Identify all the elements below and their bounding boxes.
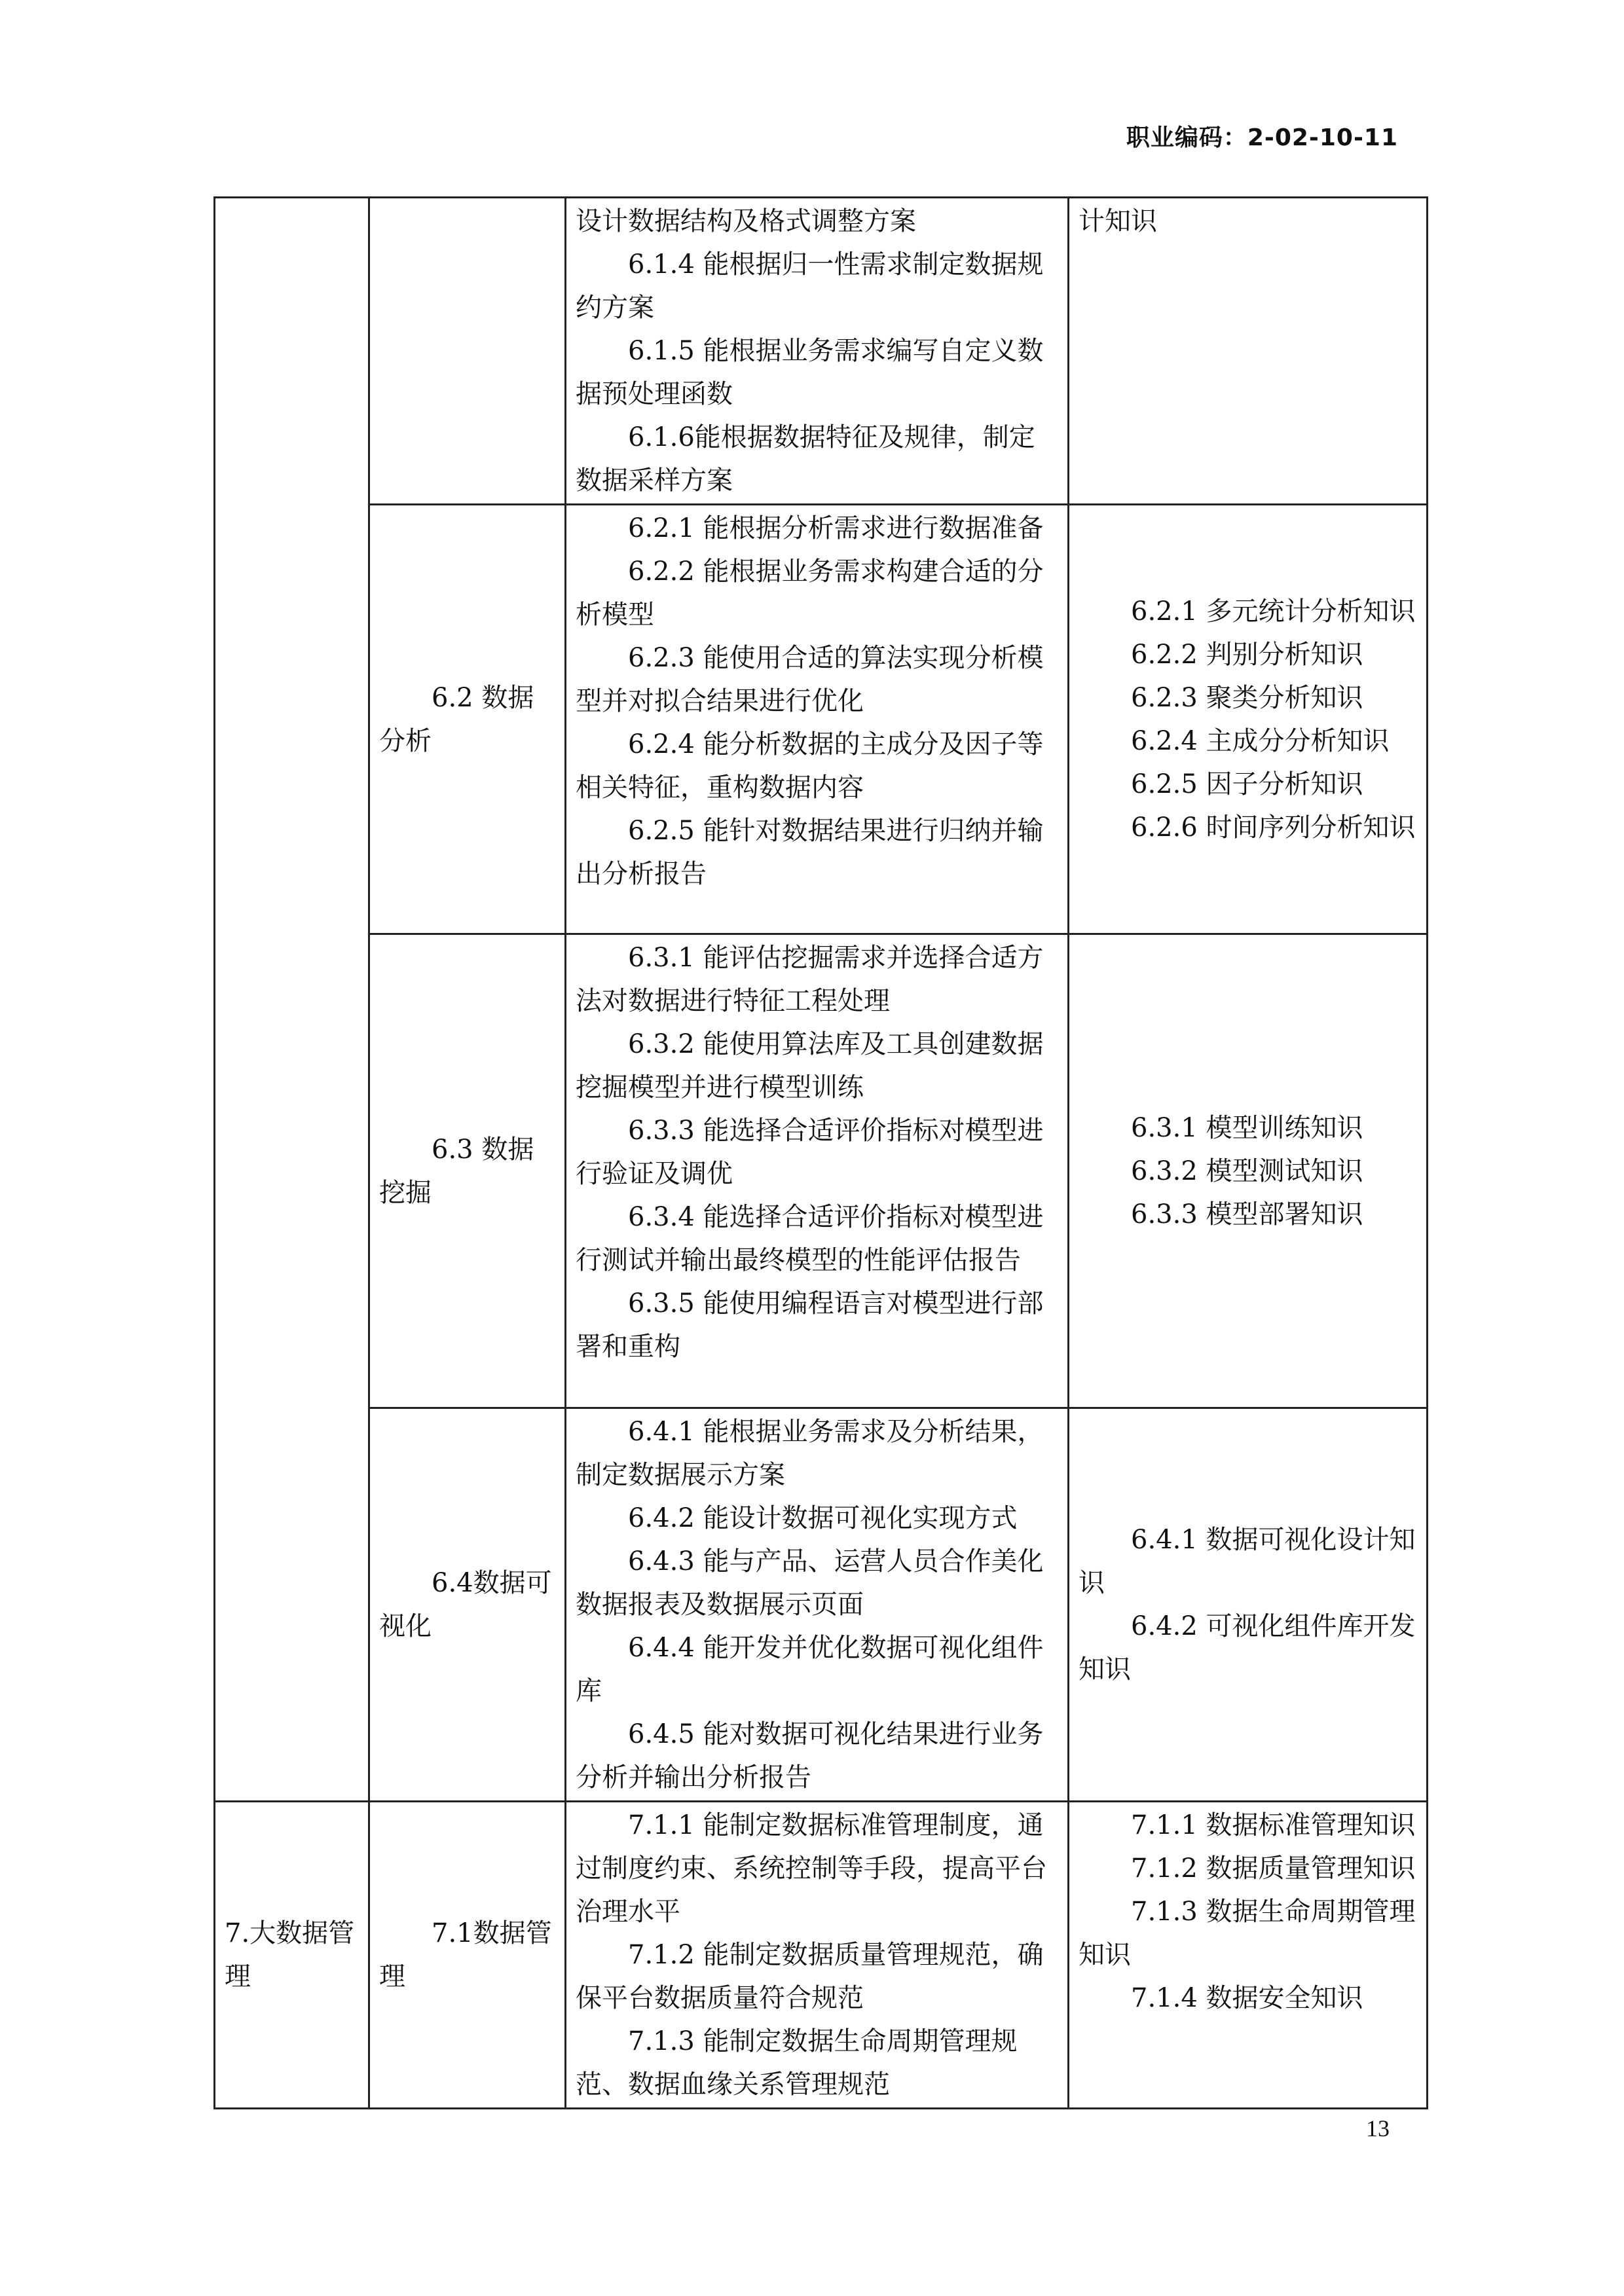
skills-cell xyxy=(566,198,1069,505)
skill-item: 6.2.4 能分析数据的主成分及因子等相关特征，重构数据内容 xyxy=(576,729,1044,803)
knowledge-cell xyxy=(1069,1408,1428,1802)
occupation-code: 职业编码：2-02-10-11 xyxy=(1126,124,1398,151)
skills-cell xyxy=(566,934,1069,1408)
page-number: 13 xyxy=(1366,2115,1390,2141)
skill-requirements-table xyxy=(213,196,1428,2109)
skill-item: 7.1.1 能制定数据标准管理制度，通过制度约束、系统控制等手段，提高平台治理水平 xyxy=(576,1810,1047,1927)
skill-item: 6.2.2 能根据业务需求构建合适的分析模型 xyxy=(576,556,1044,630)
knowledge-item: 6.2.1 多元统计分析知识 xyxy=(1131,596,1416,627)
skill-item: 6.3.1 能评估挖掘需求并选择合适方法对数据进行特征工程处理 xyxy=(576,943,1044,1016)
knowledge-item: 7.1.2 数据质量管理知识 xyxy=(1131,1853,1416,1884)
knowledge-item: 6.3.2 模型测试知识 xyxy=(1131,1156,1363,1186)
table-row xyxy=(215,505,1428,934)
skill-item: 6.3.5 能使用编程语言对模型进行部署和重构 xyxy=(576,1288,1044,1362)
knowledge-item: 6.4.1 数据可视化设计知识 xyxy=(1079,1525,1416,1598)
knowledge-cell xyxy=(1069,934,1428,1408)
skill-item: 6.3.3 能选择合适评价指标对模型进行验证及调优 xyxy=(576,1116,1044,1189)
skill-item: 6.4.2 能设计数据可视化实现方式 xyxy=(628,1503,1018,1533)
unit-cell xyxy=(369,934,566,1408)
unit-label: 7.1数据管理 xyxy=(379,1918,552,1992)
knowledge-item: 6.3.3 模型部署知识 xyxy=(1131,1199,1363,1230)
skill-item: 6.4.5 能对数据可视化结果进行业务分析并输出分析报告 xyxy=(576,1719,1044,1793)
skill-item: 6.3.2 能使用算法库及工具创建数据挖掘模型并进行模型训练 xyxy=(576,1029,1044,1102)
knowledge-item: 6.2.2 判别分析知识 xyxy=(1131,639,1363,670)
knowledge-cell xyxy=(1069,1802,1428,2109)
function-label: 7.大数据管理 xyxy=(225,1918,355,1992)
knowledge-cell xyxy=(1069,198,1428,505)
knowledge-item: 6.2.6 时间序列分析知识 xyxy=(1131,812,1416,843)
table-row xyxy=(215,1408,1428,1802)
knowledge-item: 6.2.4 主成分分析知识 xyxy=(1131,725,1390,756)
skill-item: 6.2.5 能针对数据结果进行归纳并输出分析报告 xyxy=(576,816,1044,889)
knowledge-item: 6.4.2 可视化组件库开发知识 xyxy=(1079,1611,1416,1685)
skill-item: 6.4.1 能根据业务需求及分析结果，制定数据展示方案 xyxy=(576,1417,1044,1490)
skill-item: 6.1.6能根据数据特征及规律，制定数据采样方案 xyxy=(576,422,1035,496)
knowledge-item: 7.1.1 数据标准管理知识 xyxy=(1131,1810,1416,1840)
skill-item: 设计数据结构及格式调整方案 xyxy=(576,206,916,236)
knowledge-item: 7.1.3 数据生命周期管理知识 xyxy=(1079,1897,1416,1970)
knowledge-item: 6.3.1 模型训练知识 xyxy=(1131,1112,1363,1143)
knowledge-cell xyxy=(1069,505,1428,934)
unit-cell xyxy=(369,198,566,505)
skill-item: 6.4.4 能开发并优化数据可视化组件库 xyxy=(576,1633,1044,1706)
skill-item: 6.3.4 能选择合适评价指标对模型进行测试并输出最终模型的性能评估报告 xyxy=(576,1202,1044,1275)
unit-cell xyxy=(369,1802,566,2109)
skills-cell xyxy=(566,1408,1069,1802)
skill-item: 7.1.3 能制定数据生命周期管理规范、数据血缘关系管理规范 xyxy=(576,2026,1018,2100)
skill-item: 6.1.4 能根据归一性需求制定数据规约方案 xyxy=(576,249,1044,323)
function-cell xyxy=(215,198,369,1802)
unit-cell xyxy=(369,1408,566,1802)
knowledge-item: 6.2.3 聚类分析知识 xyxy=(1131,682,1363,713)
unit-label: 6.2 数据分析 xyxy=(379,682,534,756)
table-row xyxy=(215,1802,1428,2109)
skills-cell xyxy=(566,1802,1069,2109)
table-row xyxy=(215,198,1428,505)
knowledge-item: 7.1.4 数据安全知识 xyxy=(1131,1983,1363,2013)
skill-item: 6.2.1 能根据分析需求进行数据准备 xyxy=(628,513,1044,543)
skill-item: 6.4.3 能与产品、运营人员合作美化数据报表及数据展示页面 xyxy=(576,1546,1044,1620)
skill-item: 6.2.3 能使用合适的算法实现分析模型并对拟合结果进行优化 xyxy=(576,643,1044,716)
knowledge-item: 6.2.5 因子分析知识 xyxy=(1131,769,1363,799)
table-row xyxy=(215,934,1428,1408)
unit-cell xyxy=(369,505,566,934)
unit-label: 6.3 数据挖掘 xyxy=(379,1134,534,1208)
skill-item: 6.1.5 能根据业务需求编写自定义数据预处理函数 xyxy=(576,336,1044,409)
skills-cell xyxy=(566,505,1069,934)
unit-label: 6.4数据可视化 xyxy=(379,1568,552,1641)
function-cell xyxy=(215,1802,369,2109)
knowledge-item: 计知识 xyxy=(1079,206,1157,236)
skill-item: 7.1.2 能制定数据质量管理规范，确保平台数据质量符合规范 xyxy=(576,1940,1044,2013)
